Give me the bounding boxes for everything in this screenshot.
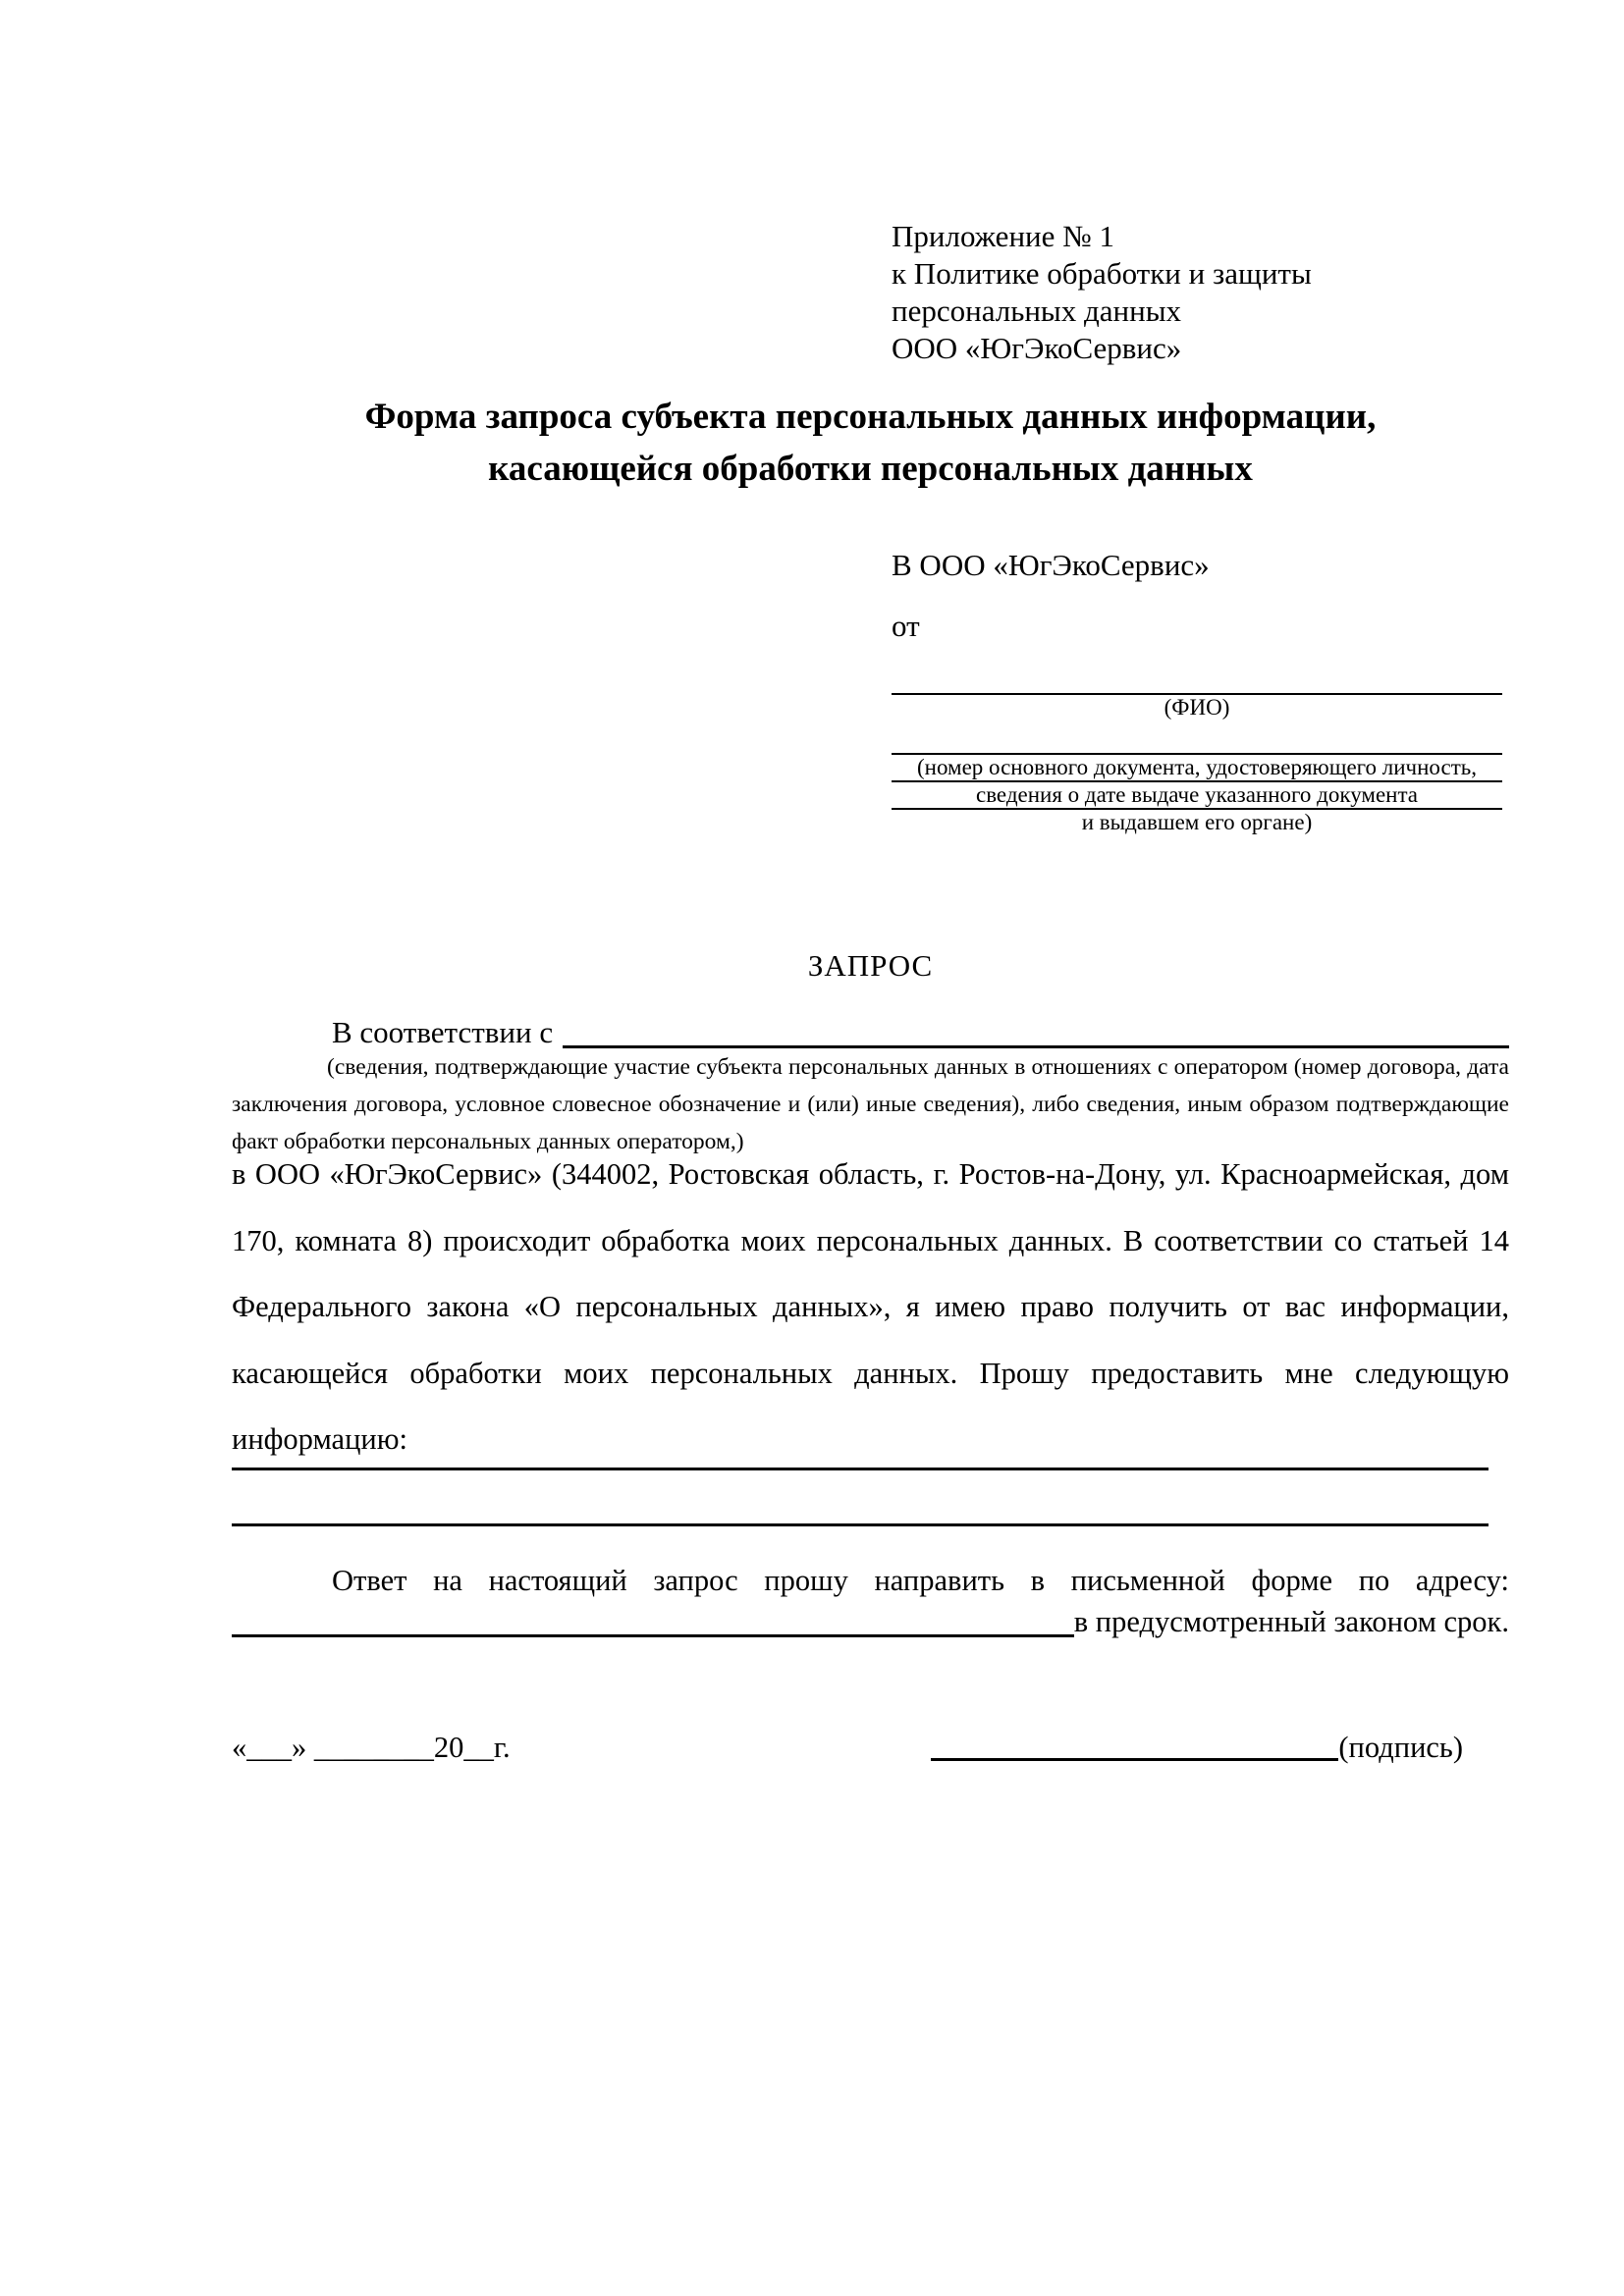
appendix-line-3: персональных данных <box>892 294 1182 328</box>
fio-caption: (ФИО) <box>1164 695 1230 720</box>
body-paragraph: в ООО «ЮгЭкоСервис» (344002, Ростовская область, г. Ростов-на-Дону, ул. Красноармейская, дом 170, комната 8) происходит обработка моих персональных данных. В соответствии со статьей 14 Федерального закона «О персональных данных», я имею право получить от вас информации, касающейся обработки моих персональных данных. Прошу предоставить мне следующую информацию: <box>232 1157 1509 1456</box>
basis-footnote: (сведения, подтверждающие участие субъекта персональных данных в отношениях с оператором (номер договора, дата заключения договора, условное словесное обозначение и (или) иные сведения), либо сведения, иным образом подтверждающие факт обработки персональных данных оператором,) <box>232 1054 1509 1154</box>
info-input-line-2[interactable] <box>232 1523 1489 1526</box>
issue-date-field-row <box>892 780 1502 808</box>
appendix-line-1: Приложение № 1 <box>892 219 1114 253</box>
address-tail-text: в предусмотренный законом срок. <box>1073 1605 1509 1638</box>
answer-paragraph: Ответ на настоящий запрос прошу направить в письменной форме по адресу: <box>332 1564 1509 1597</box>
signature-caption: (подпись) <box>1338 1731 1463 1764</box>
appendix-line-2: к Политике обработки и защиты <box>892 256 1312 291</box>
document-title-line-1: Форма запроса субъекта персональных данных информации, <box>364 397 1377 437</box>
issuing-authority-caption: и выдавшем его органе) <box>1081 810 1313 834</box>
appendix-block <box>892 218 1312 367</box>
address-input-line[interactable] <box>232 1634 1074 1637</box>
address-line <box>232 1600 1509 1641</box>
info-input-line-1[interactable] <box>232 1468 1489 1470</box>
date-signature-row <box>232 1728 1509 1767</box>
request-heading: ЗАПРОС <box>807 948 934 983</box>
signature-block <box>931 1728 1463 1767</box>
issue-date-caption: сведения о дате выдаче указанного документа <box>975 782 1419 807</box>
basis-line <box>232 1011 1509 1052</box>
addressee-from-label: от <box>892 609 920 643</box>
issuing-authority-field-row <box>892 808 1502 835</box>
date-blank: «___» ________20__г. <box>232 1731 511 1764</box>
document-title-line-2: касающейся обработки персональных данных <box>488 449 1253 489</box>
document-number-field-row <box>892 753 1502 780</box>
document-number-caption: (номер основного документа, удостоверяющего личность, <box>916 755 1477 779</box>
fio-field-row <box>892 693 1502 721</box>
appendix-line-4: ООО «ЮгЭкоСервис» <box>892 331 1182 365</box>
document-content <box>232 0 1509 2296</box>
addressee-to: В ООО «ЮгЭкоСервис» <box>892 548 1210 582</box>
addressee-block <box>892 546 1502 835</box>
basis-label: В соответствии с <box>332 1015 554 1049</box>
document-title <box>232 391 1509 495</box>
signature-input-line[interactable] <box>931 1758 1338 1761</box>
